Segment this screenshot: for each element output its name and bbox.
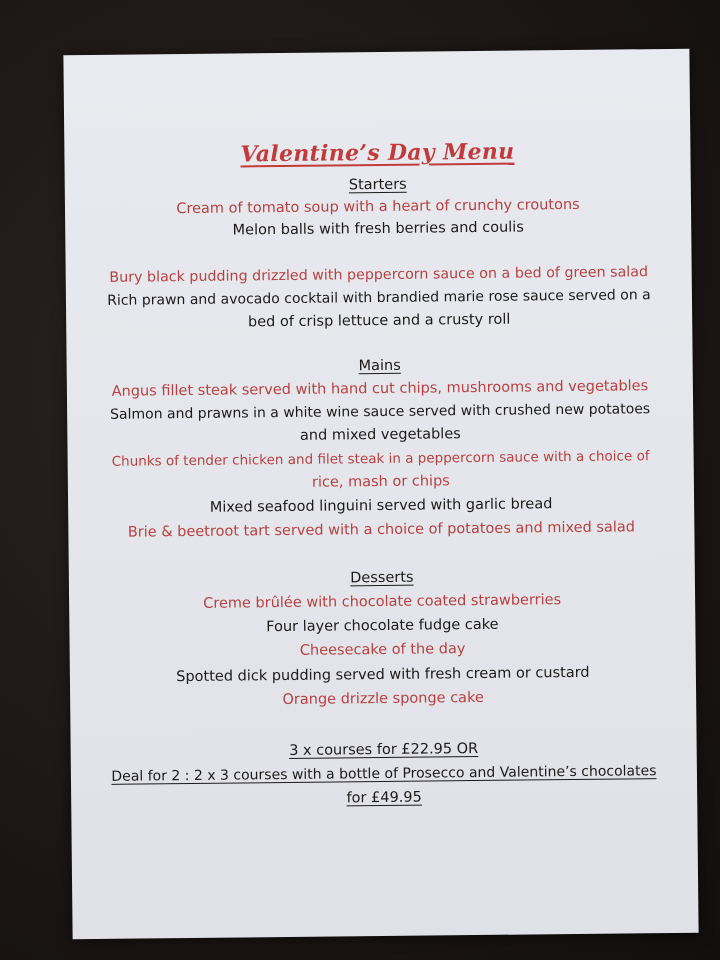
main-item-4: Mixed seafood linguini served with garlic bread [209, 496, 553, 516]
starters-heading: Starters [348, 176, 407, 194]
offer-three-courses: 3 x courses for £22.95 OR [289, 740, 479, 759]
desserts-heading: Desserts [350, 569, 414, 587]
dessert-item-4: Spotted dick pudding served with fresh cream or custard [176, 664, 590, 686]
offer-deal-price: for £49.95 [346, 789, 422, 807]
starter-item-3: Bury black pudding drizzled with peppercorn sauce on a bed of green salad [109, 264, 649, 286]
offer-deal-for-two: Deal for 2 : 2 x 3 courses with a bottle of Prosecco and Valentine’s chocolates [111, 763, 657, 785]
main-item-5: Brie & beetroot tart served with a choice of potatoes and mixed salad [127, 519, 636, 541]
main-item-2-line-2: and mixed vegetables [299, 426, 461, 444]
dessert-item-5: Orange drizzle sponge cake [282, 689, 484, 709]
menu-sheet [63, 49, 698, 940]
starter-item-2: Melon balls with fresh berries and coulis [232, 219, 524, 239]
main-item-3-line-1: Chunks of tender chicken and filet steak in a peppercorn sauce with a choice of [111, 448, 650, 470]
main-item-2-line-1: Salmon and prawns in a white wine sauce served with crushed new potatoes [110, 401, 651, 423]
dessert-item-3: Cheesecake of the day [299, 641, 466, 659]
main-item-3-line-2: rice, mash or chips [311, 473, 450, 491]
dessert-item-1: Creme brûlée with chocolate coated strawberries [203, 592, 562, 612]
mains-heading: Mains [358, 357, 401, 375]
starter-item-4-line-1: Rich prawn and avocado cocktail with brandied marie rose sauce served on a [107, 287, 651, 309]
starter-item-1: Cream of tomato soup with a heart of crunchy croutons [176, 196, 580, 218]
menu-title: Valentine’s Day Menu [240, 138, 515, 168]
main-item-1: Angus fillet steak served with hand cut chips, mushrooms and vegetables [111, 378, 649, 400]
starter-item-4-line-2: bed of crisp lettuce and a crusty roll [247, 311, 511, 331]
dessert-item-2: Four layer chocolate fudge cake [266, 616, 499, 636]
